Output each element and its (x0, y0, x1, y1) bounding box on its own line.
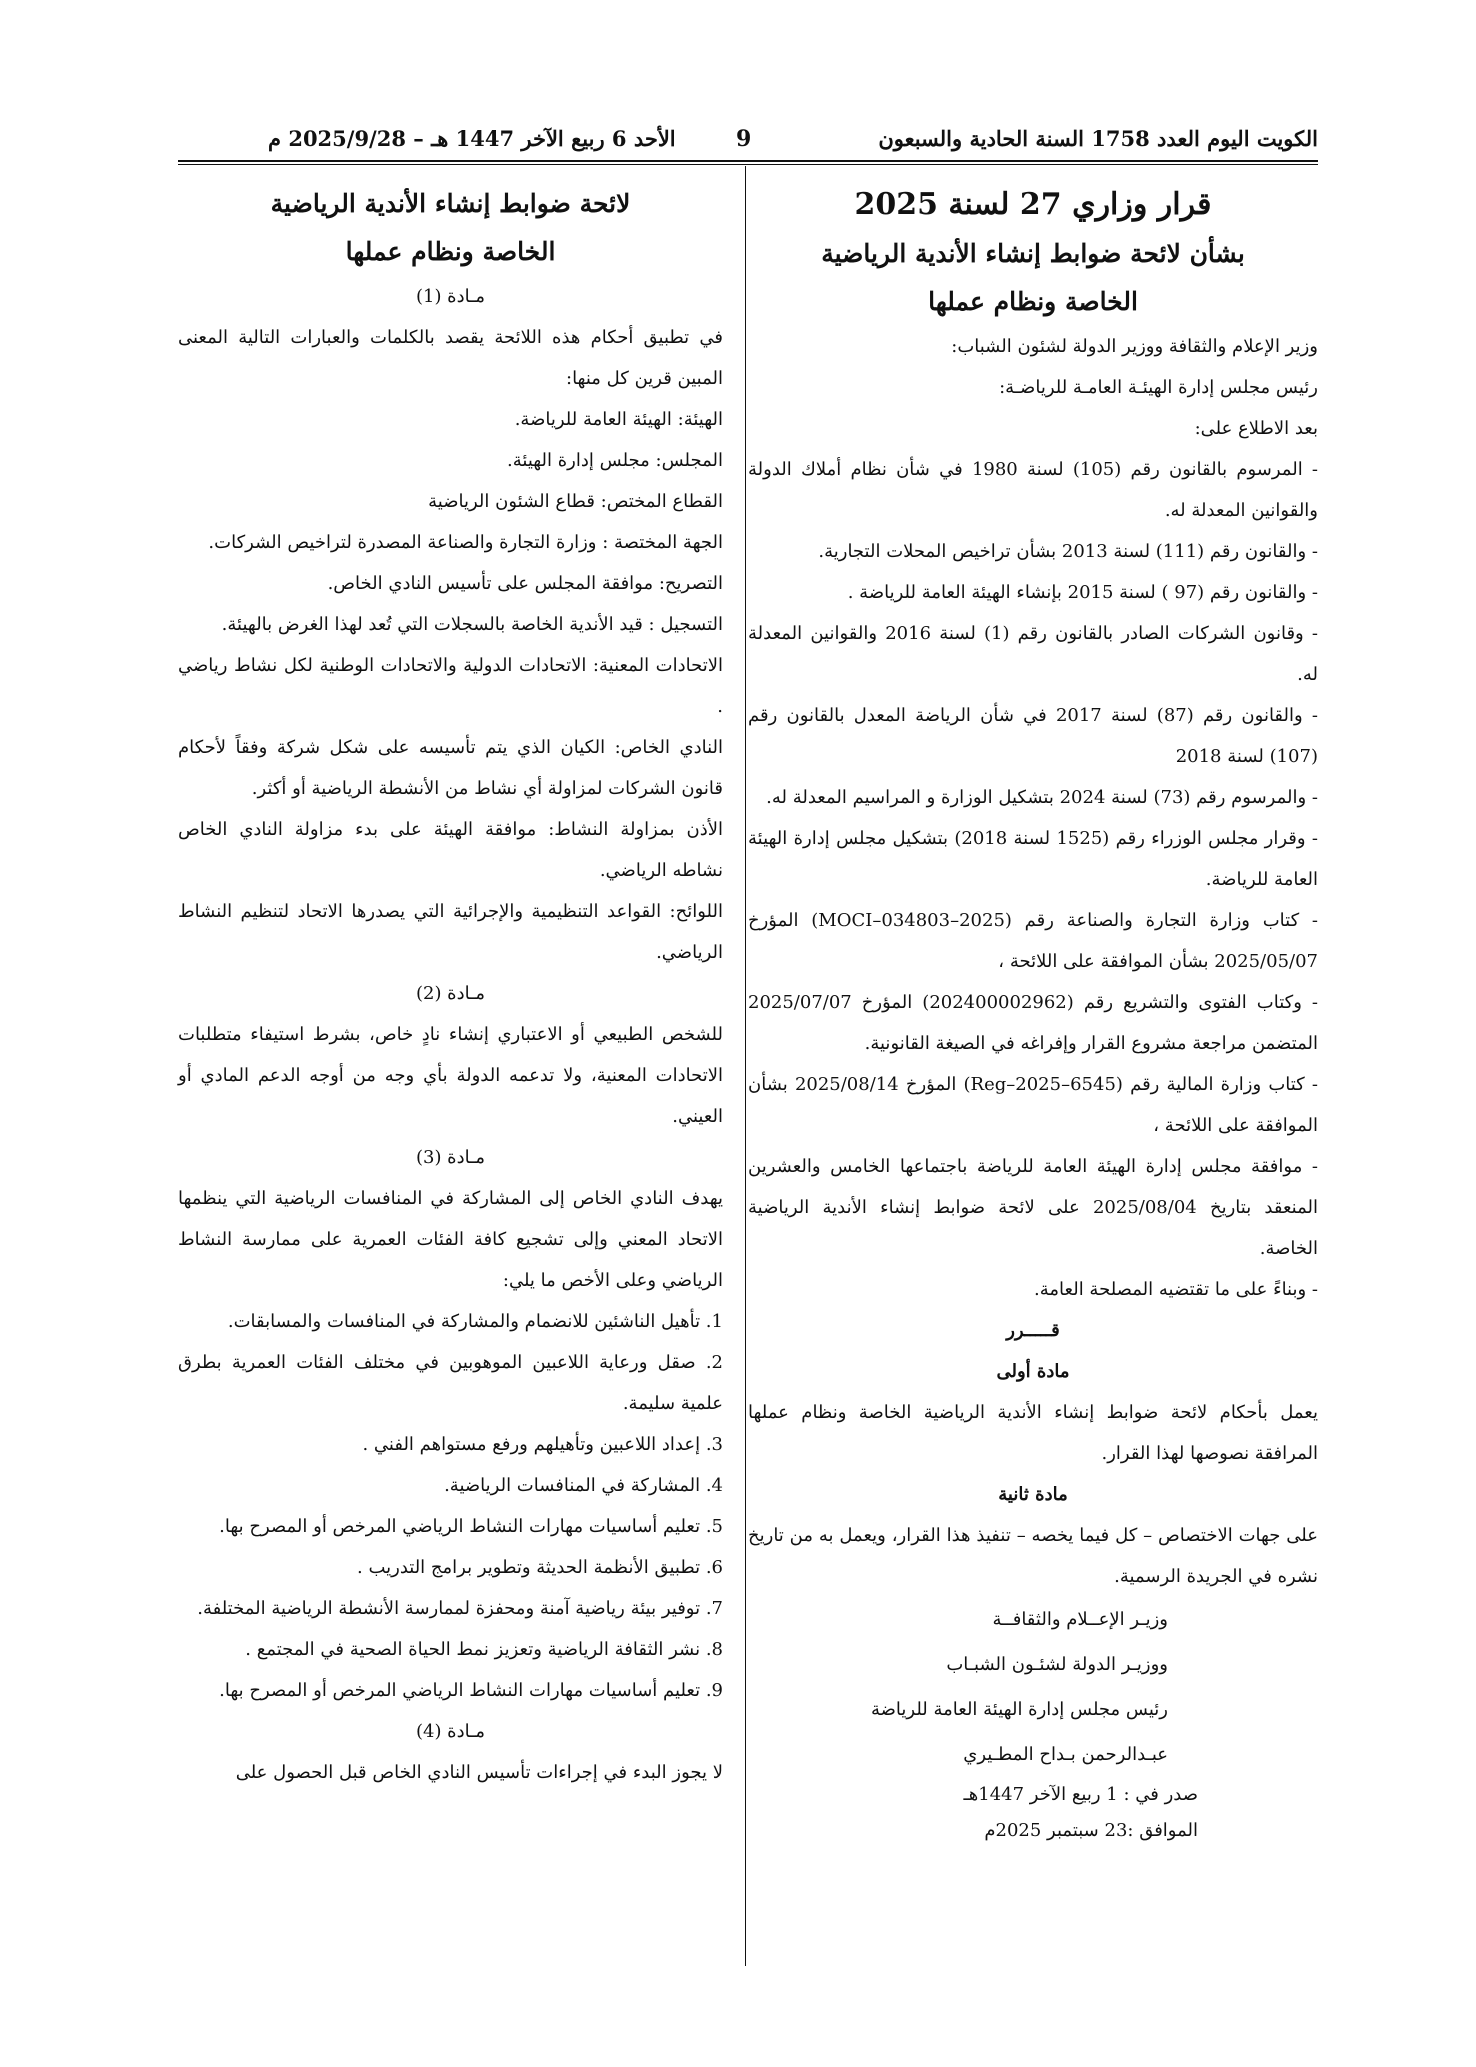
signature-title: ووزيـر الدولة لشئـون الشبـاب (946, 1654, 1168, 1675)
article-heading: مـادة (2) (415, 983, 486, 1004)
paragraph: القطاع المختص: قطاع الشئون الرياضية (428, 491, 723, 512)
header-date: الأحد 6 ربيع الآخر 1447 هـ – 2025/9/28 م (268, 126, 676, 151)
paragraph: - والمرسوم رقم (73) لسنة 2024 بتشكيل الوزارة و المراسيم المعدلة له. (766, 787, 1318, 808)
paragraph: - وكتاب الفتوى والتشريع رقم (202400002962) المؤرخ 2025/07/07 المتضمن مراجعة مشروع القرار وإفراغه في الصيغة القانونية. (748, 992, 1318, 1054)
paragraph: للشخص الطبيعي أو الاعتباري إنشاء نادٍ خاص، بشرط استيفاء متطلبات الاتحادات المعنية، ولا تدعمه الدولة بأي وجه من أوجه الدعم المادي أو العيني. (178, 1024, 723, 1127)
signature-name: عبـدالرحمن بـداح المطـيري (963, 1744, 1168, 1765)
header-rule (178, 160, 1318, 162)
paragraph: لا يجوز البدء في إجراءات تأسيس النادي الخاص قبل الحصول على (235, 1762, 723, 1783)
paragraph: - وقانون الشركات الصادر بالقانون رقم (1) لسنة 2016 والقوانين المعدلة له. (748, 623, 1318, 685)
list-item: 3. إعداد اللاعبين وتأهيلهم ورفع مستواهم الفني . (362, 1434, 723, 1455)
paragraph: - وقرار مجلس الوزراء رقم (1525 لسنة 2018) بتشكيل مجلس إدارة الهيئة العامة للرياضة. (748, 828, 1318, 890)
paragraph: على جهات الاختصاص – كل فيما يخصه – تنفيذ هذا القرار، ويعمل به من تاريخ نشره في الجريدة الرسمية. (748, 1525, 1318, 1587)
paragraph: التسجيل : قيد الأندية الخاصة بالسجلات التي تُعد لهذا الغرض بالهيئة. (221, 614, 723, 635)
paragraph: رئيس مجلس إدارة الهيئـة العامـة للرياضـة: (999, 377, 1318, 398)
paragraph: المجلس: مجلس إدارة الهيئة. (507, 450, 723, 471)
article-heading: مـادة (4) (415, 1721, 486, 1742)
paragraph: - المرسوم بالقانون رقم (105) لسنة 1980 في شأن نظام أملاك الدولة والقوانين المعدلة له. (748, 459, 1319, 521)
paragraph: - والقانون رقم (97 ) لسنة 2015 بإنشاء الهيئة العامة للرياضة . (847, 582, 1318, 603)
list-item: 5. تعليم أساسيات مهارات النشاط الرياضي المرخص أو المصرح بها. (219, 1516, 723, 1537)
page-header (178, 118, 1318, 158)
paragraph: - والقانون رقم (111) لسنة 2013 بشأن تراخيص المحلات التجارية. (818, 541, 1318, 562)
paragraph: اللوائح: القواعد التنظيمية والإجرائية التي يصدرها الاتحاد لتنظيم النشاط الرياضي. (178, 901, 723, 963)
paragraph: يهدف النادي الخاص إلى المشاركة في المنافسات الرياضية التي ينظمها الاتحاد المعني وإلى تشجيع كافة الفئات العمرية على ممارسة النشاط الرياضي وعلى الأخص ما يلي: (178, 1188, 723, 1291)
header-issue-info: الكويت اليوم العدد 1758 السنة الحادية والسبعون (878, 126, 1318, 151)
regulation-title: لائحة ضوابط إنشاء الأندية الرياضية (270, 189, 631, 218)
list-item: 2. صقل ورعاية اللاعبين الموهوبين في مختلف الفئات العمرية بطرق علمية سليمة. (178, 1352, 723, 1414)
paragraph: بعد الاطلاع على: (1194, 418, 1318, 439)
paragraph: الجهة المختصة : وزارة التجارة والصناعة المصدرة لتراخيص الشركات. (208, 532, 723, 553)
column-divider (745, 166, 746, 1966)
paragraph: - كتاب وزارة التجارة والصناعة رقم (2025–034803–MOCI) المؤرخ 2025/05/07 بشأن الموافقة على اللائحة ، (748, 910, 1319, 972)
article-heading: مـادة (3) (415, 1147, 486, 1168)
list-item: 7. توفير بيئة رياضية آمنة ومحفزة لممارسة الأنشطة الرياضية المختلفة. (197, 1598, 723, 1619)
decision-heading: قـــــرر (1006, 1320, 1060, 1341)
paragraph: الاتحادات المعنية: الاتحادات الدولية والاتحادات الوطنية لكل نشاط رياضي . (178, 655, 723, 717)
paragraph: - موافقة مجلس إدارة الهيئة العامة للرياضة باجتماعها الخامس والعشرين المنعقد بتاريخ 2025/08/04 على لائحة ضوابط إنشاء الأندية الرياضية الخاصة. (748, 1156, 1318, 1259)
header-page-number: 9 (736, 126, 752, 152)
paragraph: يعمل بأحكام لائحة ضوابط إنشاء الأندية الرياضية الخاصة ونظام عملها المرافقة نصوصها لهذا القرار. (748, 1402, 1318, 1464)
article-heading: مادة أولى (996, 1361, 1070, 1382)
paragraph: التصريح: موافقة المجلس على تأسيس النادي الخاص. (327, 573, 723, 594)
article-heading: مـادة (1) (415, 286, 486, 307)
list-item: 4. المشاركة في المنافسات الرياضية. (444, 1475, 723, 1496)
regulation-subtitle: الخاصة ونظام عملها (345, 237, 556, 266)
paragraph: الهيئة: الهيئة العامة للرياضة. (514, 409, 723, 430)
paragraph: النادي الخاص: الكيان الذي يتم تأسيسه على شكل شركة وفقاً لأحكام قانون الشركات لمزاولة أي نشاط من الأنشطة الرياضية أو أكثر. (178, 737, 723, 799)
decision-subtitle: بشأن لائحة ضوابط إنشاء الأندية الرياضية (821, 239, 1245, 268)
paragraph: في تطبيق أحكام هذه اللائحة يقصد بالكلمات والعبارات التالية المعنى المبين قرين كل منها: (178, 327, 723, 389)
right-column (748, 180, 1318, 1849)
left-column (178, 180, 723, 1793)
header-rule-thin (178, 164, 1318, 165)
paragraph: الأذن بمزاولة النشاط: موافقة الهيئة على بدء مزاولة النادي الخاص نشاطه الرياضي. (178, 819, 723, 881)
signature-title: وزيـر الإعــلام والثقافــة (992, 1609, 1168, 1630)
list-item: 1. تأهيل الناشئين للانضمام والمشاركة في المنافسات والمسابقات. (227, 1311, 723, 1332)
list-item: 9. تعليم أساسيات مهارات النشاط الرياضي المرخص أو المصرح بها. (219, 1680, 723, 1701)
article-heading: مادة ثانية (998, 1484, 1068, 1505)
paragraph: - والقانون رقم (87) لسنة 2017 في شأن الرياضة المعدل بالقانون رقم (107) لسنة 2018 (748, 705, 1319, 767)
decision-title: قرار وزاري 27 لسنة 2025 (854, 187, 1212, 222)
list-item: 6. تطبيق الأنظمة الحديثة وتطوير برامج التدريب . (357, 1557, 723, 1578)
signature-title: رئيس مجلس إدارة الهيئة العامة للرياضة (870, 1699, 1168, 1720)
issue-date: صدر في : 1 ربيع الآخر 1447هـ (963, 1784, 1198, 1805)
paragraph: - كتاب وزارة المالية رقم (Reg–2025–6545) المؤرخ 2025/08/14 بشأن الموافقة على اللائحة ، (748, 1074, 1318, 1136)
paragraph: - وبناءً على ما تقتضيه المصلحة العامة. (1034, 1279, 1318, 1300)
corresponding-date: الموافق :23 سبتمبر 2025م (984, 1820, 1198, 1841)
paragraph: وزير الإعلام والثقافة ووزير الدولة لشئون الشباب: (951, 336, 1318, 357)
decision-subtitle-2: الخاصة ونظام عملها (928, 287, 1138, 316)
list-item: 8. نشر الثقافة الرياضية وتعزيز نمط الحياة الصحية في المجتمع . (245, 1639, 723, 1660)
